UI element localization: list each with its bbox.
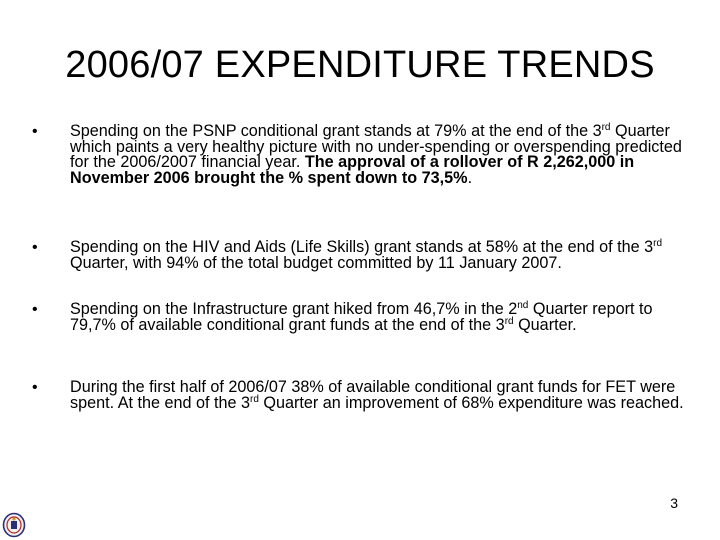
page-number: 3 — [670, 495, 678, 511]
slide-title: 2006/07 EXPENDITURE TRENDS — [65, 44, 655, 86]
bullet-text: Spending on the PSNP conditional grant stands at 79% at the end of the 3rd Quarter which paints a very healthy picture with no under-spending or overspending predicted for the 2006/2007 financial year. The approval of a rollover of R 2,262,000 in November 2006 brought the % spent down to 73,5%. — [70, 122, 682, 187]
bullet-text: Spending on the Infrastructure grant hiked from 46,7% in the 2nd Quarter report to 79,7% of available conditional grant funds at the end of the 3rd Quarter. — [70, 300, 653, 334]
bullet-text: During the first half of 2006/07 38% of available conditional grant funds for FET were spent. At the end of the 3rd Quarter an improvement of 68% expenditure was reached. — [70, 378, 684, 412]
bullet-dot: • — [32, 379, 38, 396]
bullet-text: Spending on the HIV and Aids (Life Skills) grant stands at 58% at the end of the 3rd Quarter, with 94% of the total budget committed by 11 January 2007. — [70, 238, 663, 272]
bullet-dot: • — [32, 123, 38, 140]
bullet-dot: • — [32, 239, 38, 256]
bullet-dot: • — [32, 301, 38, 318]
emblem-icon — [2, 512, 26, 538]
